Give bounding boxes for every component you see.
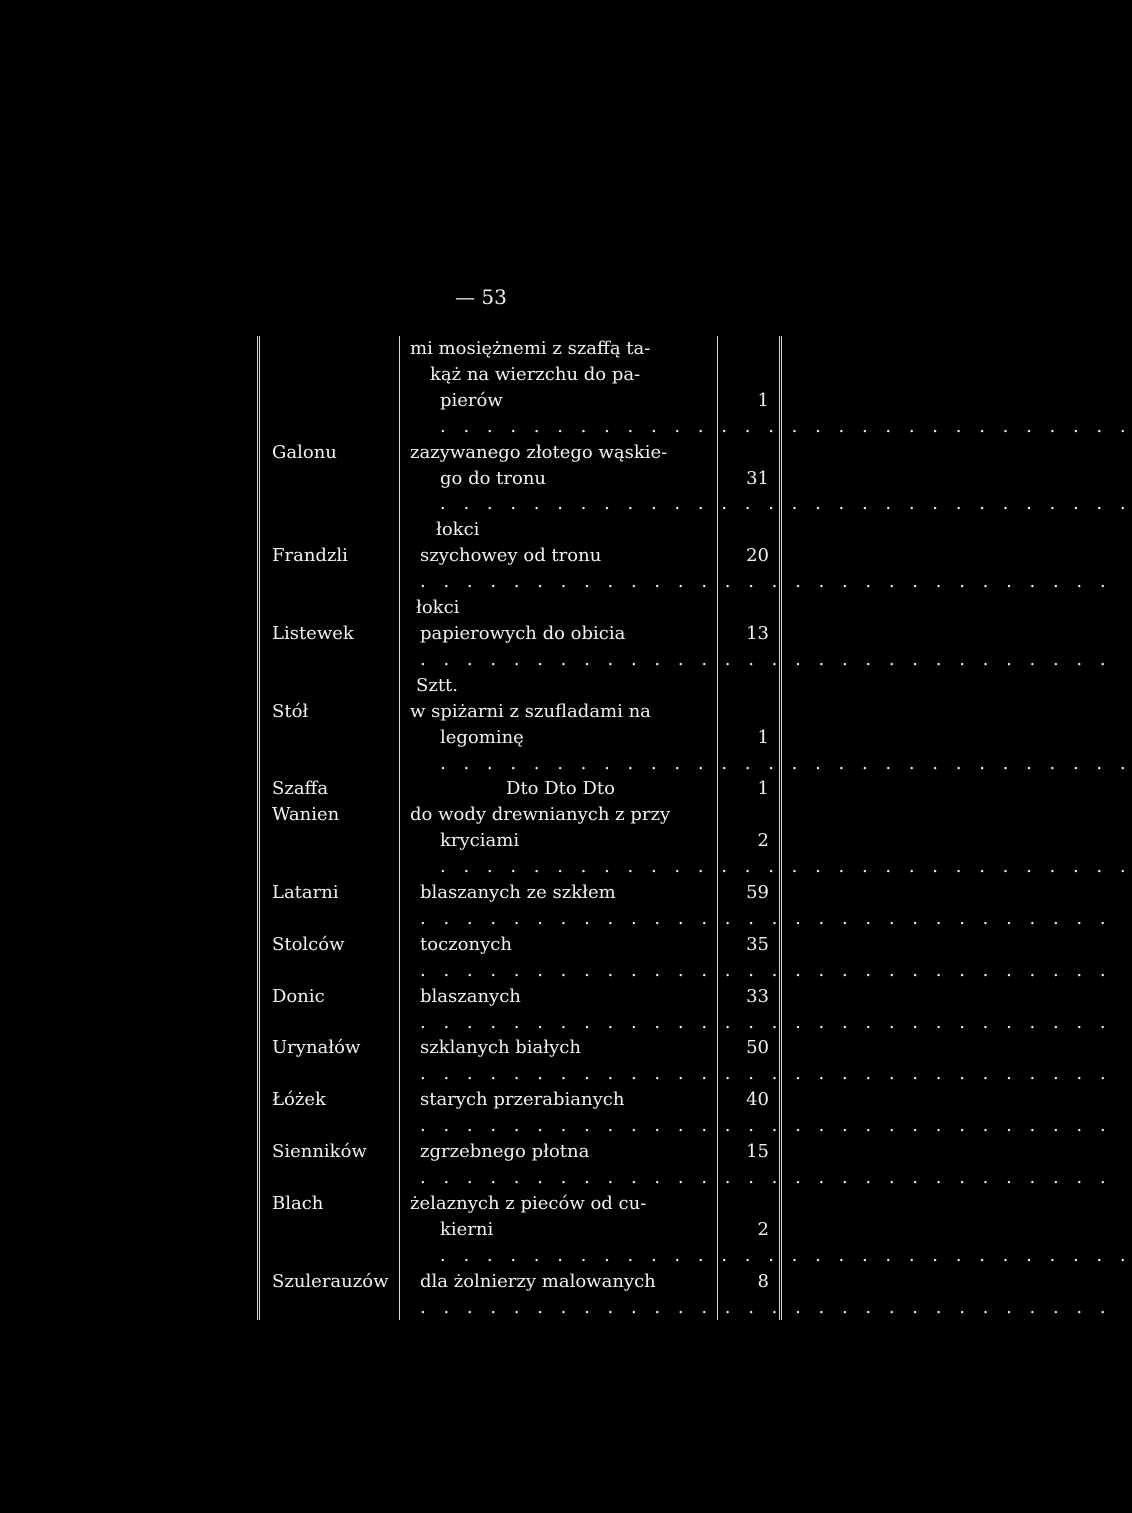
description-last-line	[400, 1269, 1112, 1321]
description-last-line	[400, 828, 1132, 880]
item-quantity: 1	[757, 778, 769, 800]
item-description	[400, 802, 1132, 880]
item-quantity: 2	[757, 1218, 769, 1240]
item-description	[400, 1269, 1112, 1321]
item-quantity: 13	[746, 622, 769, 644]
table-row	[259, 1191, 781, 1269]
item-name: Donic	[272, 985, 325, 1007]
description-text: legominę	[440, 726, 524, 748]
description-line: zazywanego złotego wąskie-	[410, 441, 668, 463]
description-line: do wody drewnianych z przy	[410, 804, 671, 826]
description-line: w spiżarni z szufladami na	[410, 700, 651, 722]
table-row	[259, 880, 781, 932]
item-quantity: 15	[746, 1141, 769, 1163]
leader-dots: . . . . . . . . . . . . . . . . . . . . . . . . . . . . . .	[420, 1011, 1112, 1033]
description-text: zgrzebnego płotna	[420, 1141, 590, 1163]
item-name: Sienników	[272, 1141, 367, 1163]
description-line: mi mosiężnemi z szaffą ta-	[410, 338, 651, 359]
description-text: kryciami	[440, 830, 520, 852]
item-name: Łóżek	[272, 1089, 326, 1111]
leader-dots: . . . . . . . . . . . . . . . . . . . . . . . . . . . . . .	[420, 959, 1112, 981]
item-name: Latarni	[272, 882, 339, 904]
description-text: papierowych do obicia	[420, 622, 626, 644]
item-name: Wanien	[272, 804, 340, 826]
table-row	[259, 336, 781, 440]
item-quantity: 2	[757, 830, 769, 852]
table-row	[259, 1269, 781, 1321]
table-row	[259, 1087, 781, 1139]
leader-dots: . . . . . . . . . . . . . . . . . . . . . . . . . . . . . .	[440, 856, 1132, 878]
description-line: Dto Dto Dto	[506, 778, 615, 800]
item-quantity: 20	[746, 545, 769, 567]
item-description	[400, 1191, 1132, 1269]
table-row	[259, 440, 781, 544]
description-last-line	[400, 725, 1132, 777]
description-text: pierów	[440, 389, 503, 411]
table-row	[259, 802, 781, 880]
table-row	[259, 1139, 781, 1191]
item-description	[400, 776, 718, 802]
leader-dots: . . . . . . . . . . . . . . . . . . . . . . . . . . . . . .	[440, 415, 1132, 437]
unit-label: łokci	[416, 597, 460, 619]
item-name: Stół	[272, 700, 309, 722]
item-quantity: 8	[757, 1270, 769, 1292]
description-text: kierni	[440, 1218, 494, 1240]
inventory-table	[257, 336, 1132, 1320]
leader-dots: . . . . . . . . . . . . . . . . . . . . . . . . . . . . . .	[420, 1063, 1112, 1085]
table-row	[259, 543, 781, 621]
item-name: Blach	[272, 1192, 324, 1214]
table-row	[259, 776, 781, 802]
leader-dots: . . . . . . . . . . . . . . . . . . . . . . . . . . . . . .	[420, 648, 1112, 670]
leader-dots: . . . . . . . . . . . . . . . . . . . . . . . . . . . . . .	[420, 1296, 1112, 1318]
leader-dots: . . . . . . . . . . . . . . . . . . . . . . . . . . . . . .	[440, 752, 1132, 774]
item-name: Frandzli	[272, 545, 348, 567]
item-quantity: 1	[757, 726, 769, 748]
description-text: szklanych białych	[420, 1037, 581, 1059]
description-text: go do tronu	[440, 467, 547, 489]
item-quantity: 40	[746, 1089, 769, 1111]
leader-dots: . . . . . . . . . . . . . . . . . . . . . . . . . . . . . .	[420, 907, 1112, 929]
table-row	[259, 699, 781, 777]
item-quantity: 1	[757, 389, 769, 411]
description-last-line	[400, 388, 1132, 440]
description-text: blaszanych ze szkłem	[420, 882, 616, 904]
item-name: Stolców	[272, 933, 345, 955]
description-line: kąż na wierzchu do pa-	[430, 363, 641, 385]
item-quantity: 33	[746, 985, 769, 1007]
description-text: starych przerabianych	[420, 1089, 625, 1111]
description-text: blaszanych	[420, 985, 521, 1007]
description-last-line	[400, 1217, 1132, 1269]
item-quantity: 31	[746, 467, 769, 489]
table-row	[259, 984, 781, 1036]
unit-label: Sztt.	[416, 674, 459, 696]
description-text: dla żolnierzy malowanych	[420, 1270, 656, 1292]
item-quantity: 35	[746, 933, 769, 955]
item-description	[400, 336, 1132, 440]
item-name: Listewek	[272, 622, 354, 644]
table-row	[259, 932, 781, 984]
table-row	[259, 1035, 781, 1087]
item-name: Urynałów	[272, 1037, 361, 1059]
page-number: — 53	[455, 285, 507, 309]
leader-dots: . . . . . . . . . . . . . . . . . . . . . . . . . . . . . .	[420, 571, 1112, 593]
item-quantity: 59	[746, 882, 769, 904]
unit-label: łokci	[436, 519, 480, 541]
item-description	[400, 699, 1132, 777]
item-name: Szulerauzów	[272, 1270, 389, 1292]
leader-dots: . . . . . . . . . . . . . . . . . . . . . . . . . . . . . .	[420, 1115, 1112, 1137]
description-text: szychowey od tronu	[420, 545, 602, 567]
item-name: Szaffa	[272, 778, 329, 800]
leader-dots: . . . . . . . . . . . . . . . . . . . . . . . . . . . . . .	[420, 1167, 1112, 1188]
leader-dots: . . . . . . . . . . . . . . . . . . . . . . . . . . . . . .	[440, 1244, 1132, 1266]
leader-dots: . . . . . . . . . . . . . . . . . . . . . . . . . . . . . .	[440, 493, 1132, 515]
item-quantity: 50	[746, 1037, 769, 1059]
description-text: toczonych	[420, 933, 512, 955]
description-line: żelaznych z pieców od cu-	[410, 1192, 647, 1214]
inventory-body	[259, 336, 1132, 1320]
table-row	[259, 621, 781, 699]
item-name: Galonu	[272, 441, 337, 463]
item-name	[259, 336, 400, 440]
